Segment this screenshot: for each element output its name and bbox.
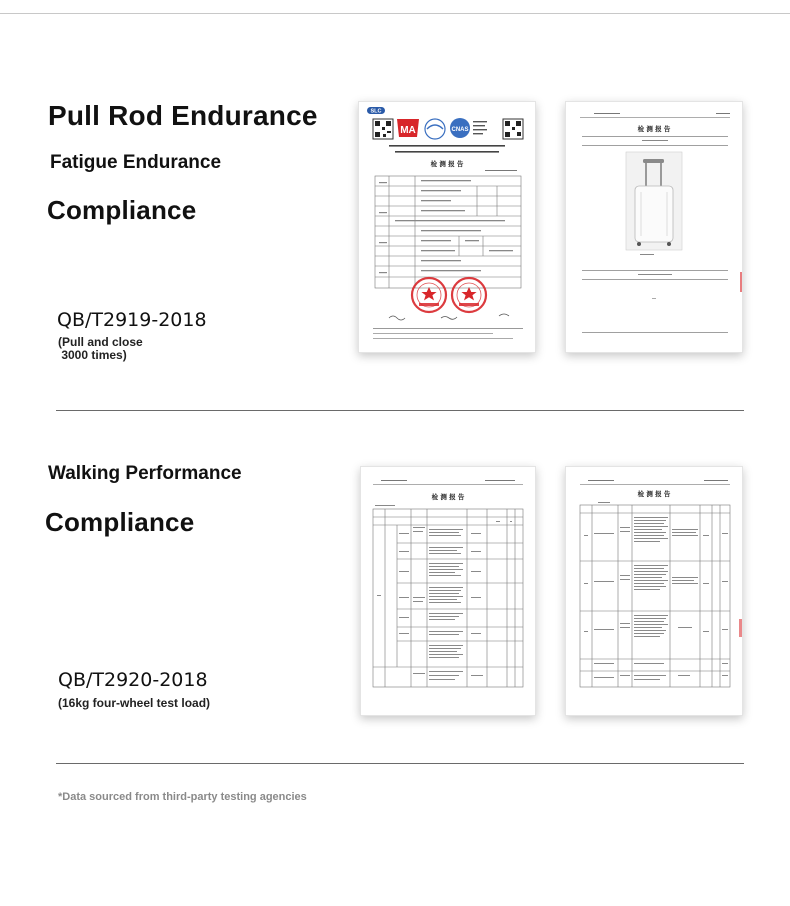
section2-title: Walking Performance — [48, 463, 242, 484]
test-report-certificate-4 — [565, 466, 743, 716]
section1-standard: QB/T2919-2018 — [57, 309, 207, 331]
section2-note: (16kg four-wheel test load) — [58, 696, 211, 710]
slc-logo — [367, 107, 385, 115]
svg-text:检 测 报 告: 检 测 报 告 — [430, 160, 464, 168]
section2-compliance: Compliance — [45, 507, 195, 537]
svg-text:SLC: SLC — [370, 108, 382, 115]
suitcase-photo — [626, 152, 682, 250]
top-divider — [0, 13, 790, 14]
red-stamp-left-icon — [412, 278, 446, 312]
qr-code-left-icon — [373, 119, 393, 139]
section1-note: (Pull and close 3000 times) — [58, 335, 143, 362]
section-divider-1 — [56, 410, 744, 411]
signatures — [389, 314, 509, 320]
section-divider-2 — [56, 763, 744, 764]
cnas-logo — [450, 118, 470, 138]
ilac-mra-logo — [425, 119, 445, 139]
svg-text:检 测 报 告: 检 测 报 告 — [637, 490, 671, 498]
test-report-certificate-1 — [358, 101, 536, 353]
test-report-certificate-3 — [360, 466, 536, 716]
ma-logo — [397, 119, 419, 137]
section1-title: Pull Rod Endurance — [48, 100, 318, 131]
svg-text:检 测 报 告: 检 测 报 告 — [431, 493, 465, 501]
section2-standard: QB/T2920-2018 — [58, 669, 208, 691]
svg-text:检 测 报 告: 检 测 报 告 — [637, 125, 671, 133]
data-source-footnote: *Data sourced from third-party testing agencies — [58, 791, 307, 803]
svg-text:MA: MA — [400, 125, 416, 136]
svg-text:CNAS: CNAS — [451, 127, 469, 133]
section1-compliance: Compliance — [47, 195, 197, 225]
red-stamp-right-icon — [452, 278, 486, 312]
section1-subtitle: Fatigue Endurance — [50, 152, 222, 173]
qr-code-right-icon — [503, 119, 523, 139]
test-report-certificate-2 — [565, 101, 743, 353]
